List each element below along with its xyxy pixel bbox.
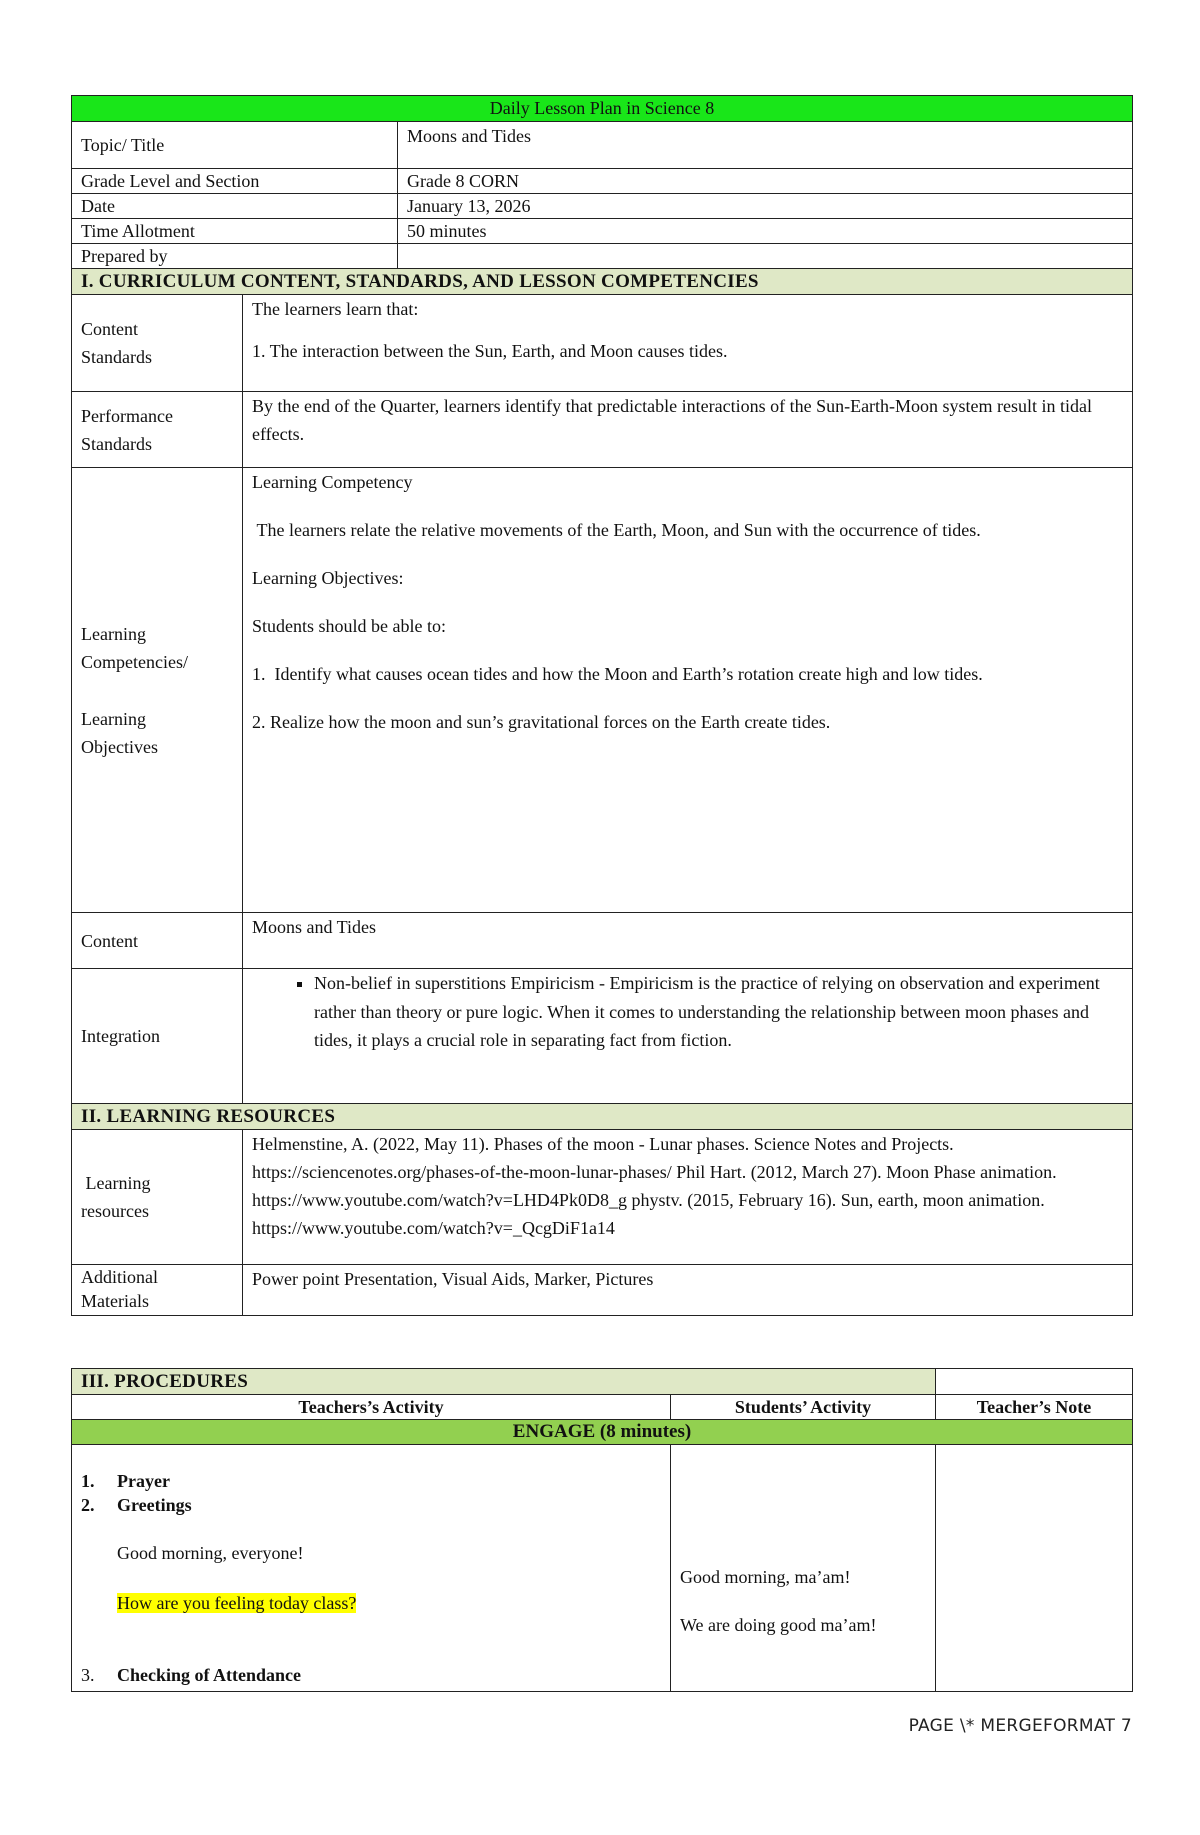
section1-heading: I. CURRICULUM CONTENT, STANDARDS, AND LESSON COMPETENCIES — [72, 269, 1133, 295]
objectives-intro: Students should be able to: — [252, 616, 446, 636]
resources-label — [72, 1130, 243, 1265]
competencies-label — [72, 468, 243, 913]
prepared-label: Prepared by — [72, 244, 398, 269]
plan-title: Daily Lesson Plan in Science 8 — [72, 96, 1133, 122]
content-standards-label-line2: Standards — [81, 347, 152, 367]
step2-text: Greetings — [117, 1495, 192, 1515]
step-greetings — [81, 1491, 661, 1519]
section3-heading: III. PROCEDURES — [72, 1369, 936, 1395]
step3-text: Checking of Attendance — [117, 1665, 301, 1685]
topic-label: Topic/ Title — [72, 122, 398, 169]
competencies-label-line3: Learning — [81, 708, 146, 729]
teacher-note-cell — [936, 1445, 1133, 1692]
step1-text: Prayer — [117, 1471, 170, 1491]
performance-standards-label-line2: Standards — [81, 433, 152, 454]
col-note-header: Teacher’s Note — [936, 1395, 1133, 1420]
integration-bullet: ▪ Non-belief in superstitions Empiricism - Empiricism is the practice of relying on observation and experiment rather than theory or pure logic. When it comes to understanding the relationship between moon phases and tides, it plays a crucial role in separating fact from fiction. — [314, 969, 1123, 1055]
section3-heading-blank — [936, 1369, 1133, 1395]
student-reply-2: We are doing good ma’am! — [680, 1615, 877, 1635]
resources-label-line1: Learning — [81, 1173, 151, 1193]
question-text — [81, 1589, 661, 1617]
performance-standards-text: By the end of the Quarter, learners identify that predictable interactions of the Sun-Earth-Moon system result in tidal effects. — [243, 392, 1133, 468]
integration-list — [252, 969, 1123, 1055]
topic-value: Moons and Tides — [398, 122, 1133, 169]
content-standards-cell — [243, 295, 1133, 392]
grade-label: Grade Level and Section — [72, 169, 398, 194]
content-standards-intro: The learners learn that: — [252, 299, 419, 319]
date-label: Date — [72, 194, 398, 219]
step3-number: 3. — [81, 1665, 95, 1685]
step-attendance — [81, 1661, 661, 1689]
objective-1: 1. Identify what causes ocean tides and how the Moon and Earth’s rotation create high and low tides. — [252, 664, 983, 684]
competencies-cell — [243, 468, 1133, 913]
competency-heading: Learning Competency — [252, 472, 413, 492]
lesson-plan-table — [71, 95, 1133, 1316]
time-label: Time Allotment — [72, 219, 398, 244]
col-teacher-header: Teachers’s Activity — [72, 1395, 671, 1420]
content-standards-item1: 1. The interaction between the Sun, Earth, and Moon causes tides. — [252, 341, 728, 361]
step1-number: 1. — [81, 1471, 95, 1491]
date-value: January 13, 2026 — [398, 194, 1133, 219]
col-students-header: Students’ Activity — [671, 1395, 936, 1420]
competency-text: The learners relate the relative movements of the Earth, Moon, and Sun with the occurrence of tides. — [252, 520, 981, 540]
teacher-activity-cell — [72, 1445, 671, 1692]
resources-label-line2: resources — [81, 1201, 149, 1221]
procedures-table — [71, 1368, 1133, 1692]
performance-standards-label — [72, 392, 243, 468]
objective-2: 2. Realize how the moon and sun’s gravitational forces on the Earth create tides. — [252, 712, 831, 732]
competencies-label-line4: Objectives — [81, 736, 158, 757]
competencies-label-line2: Competencies/ — [81, 651, 188, 672]
prepared-value — [398, 244, 1133, 269]
performance-standards-label-line1: Performance — [81, 405, 173, 426]
student-activity-cell — [671, 1445, 936, 1692]
content-standards-label — [72, 295, 243, 392]
resources-text: Helmenstine, A. (2022, May 11). Phases of the moon - Lunar phases. Science Notes and Projects. https://sciencenotes.org/phases-of-the-moon-lunar-phases/ Phil Hart. (2012, March 27). Moon Phase animation. https://www.youtube.com/watch?v=LHD4Pk0D8_g phystv. (2015, February 16). Sun, earth, moon animation. https://www.youtube.com/watch?v=_QcgDiF1a14 — [243, 1130, 1133, 1265]
greeting-text: Good morning, everyone! — [117, 1543, 304, 1563]
materials-label-line1: Additional — [81, 1267, 158, 1287]
integration-label: Integration — [72, 969, 243, 1104]
engage-row: ENGAGE (8 minutes) — [72, 1420, 1133, 1445]
student-reply-1: Good morning, ma’am! — [680, 1567, 851, 1587]
question-highlight: How are you feeling today class? — [117, 1593, 357, 1613]
grade-value: Grade 8 CORN — [398, 169, 1133, 194]
page-footer: PAGE \* MERGEFORMAT 7 — [908, 1716, 1132, 1736]
objectives-heading: Learning Objectives: — [252, 568, 404, 588]
materials-label — [72, 1265, 243, 1316]
integration-cell — [243, 969, 1133, 1104]
time-value: 50 minutes — [398, 219, 1133, 244]
content-standards-label-line1: Content — [81, 319, 138, 339]
section2-heading: II. LEARNING RESOURCES — [72, 1104, 1133, 1130]
content-value: Moons and Tides — [243, 913, 1133, 969]
competencies-label-line1: Learning — [81, 623, 146, 644]
content-label: Content — [72, 913, 243, 969]
materials-label-line2: Materials — [81, 1291, 149, 1311]
materials-text: Power point Presentation, Visual Aids, Marker, Pictures — [243, 1265, 1133, 1316]
step2-number: 2. — [81, 1495, 95, 1515]
